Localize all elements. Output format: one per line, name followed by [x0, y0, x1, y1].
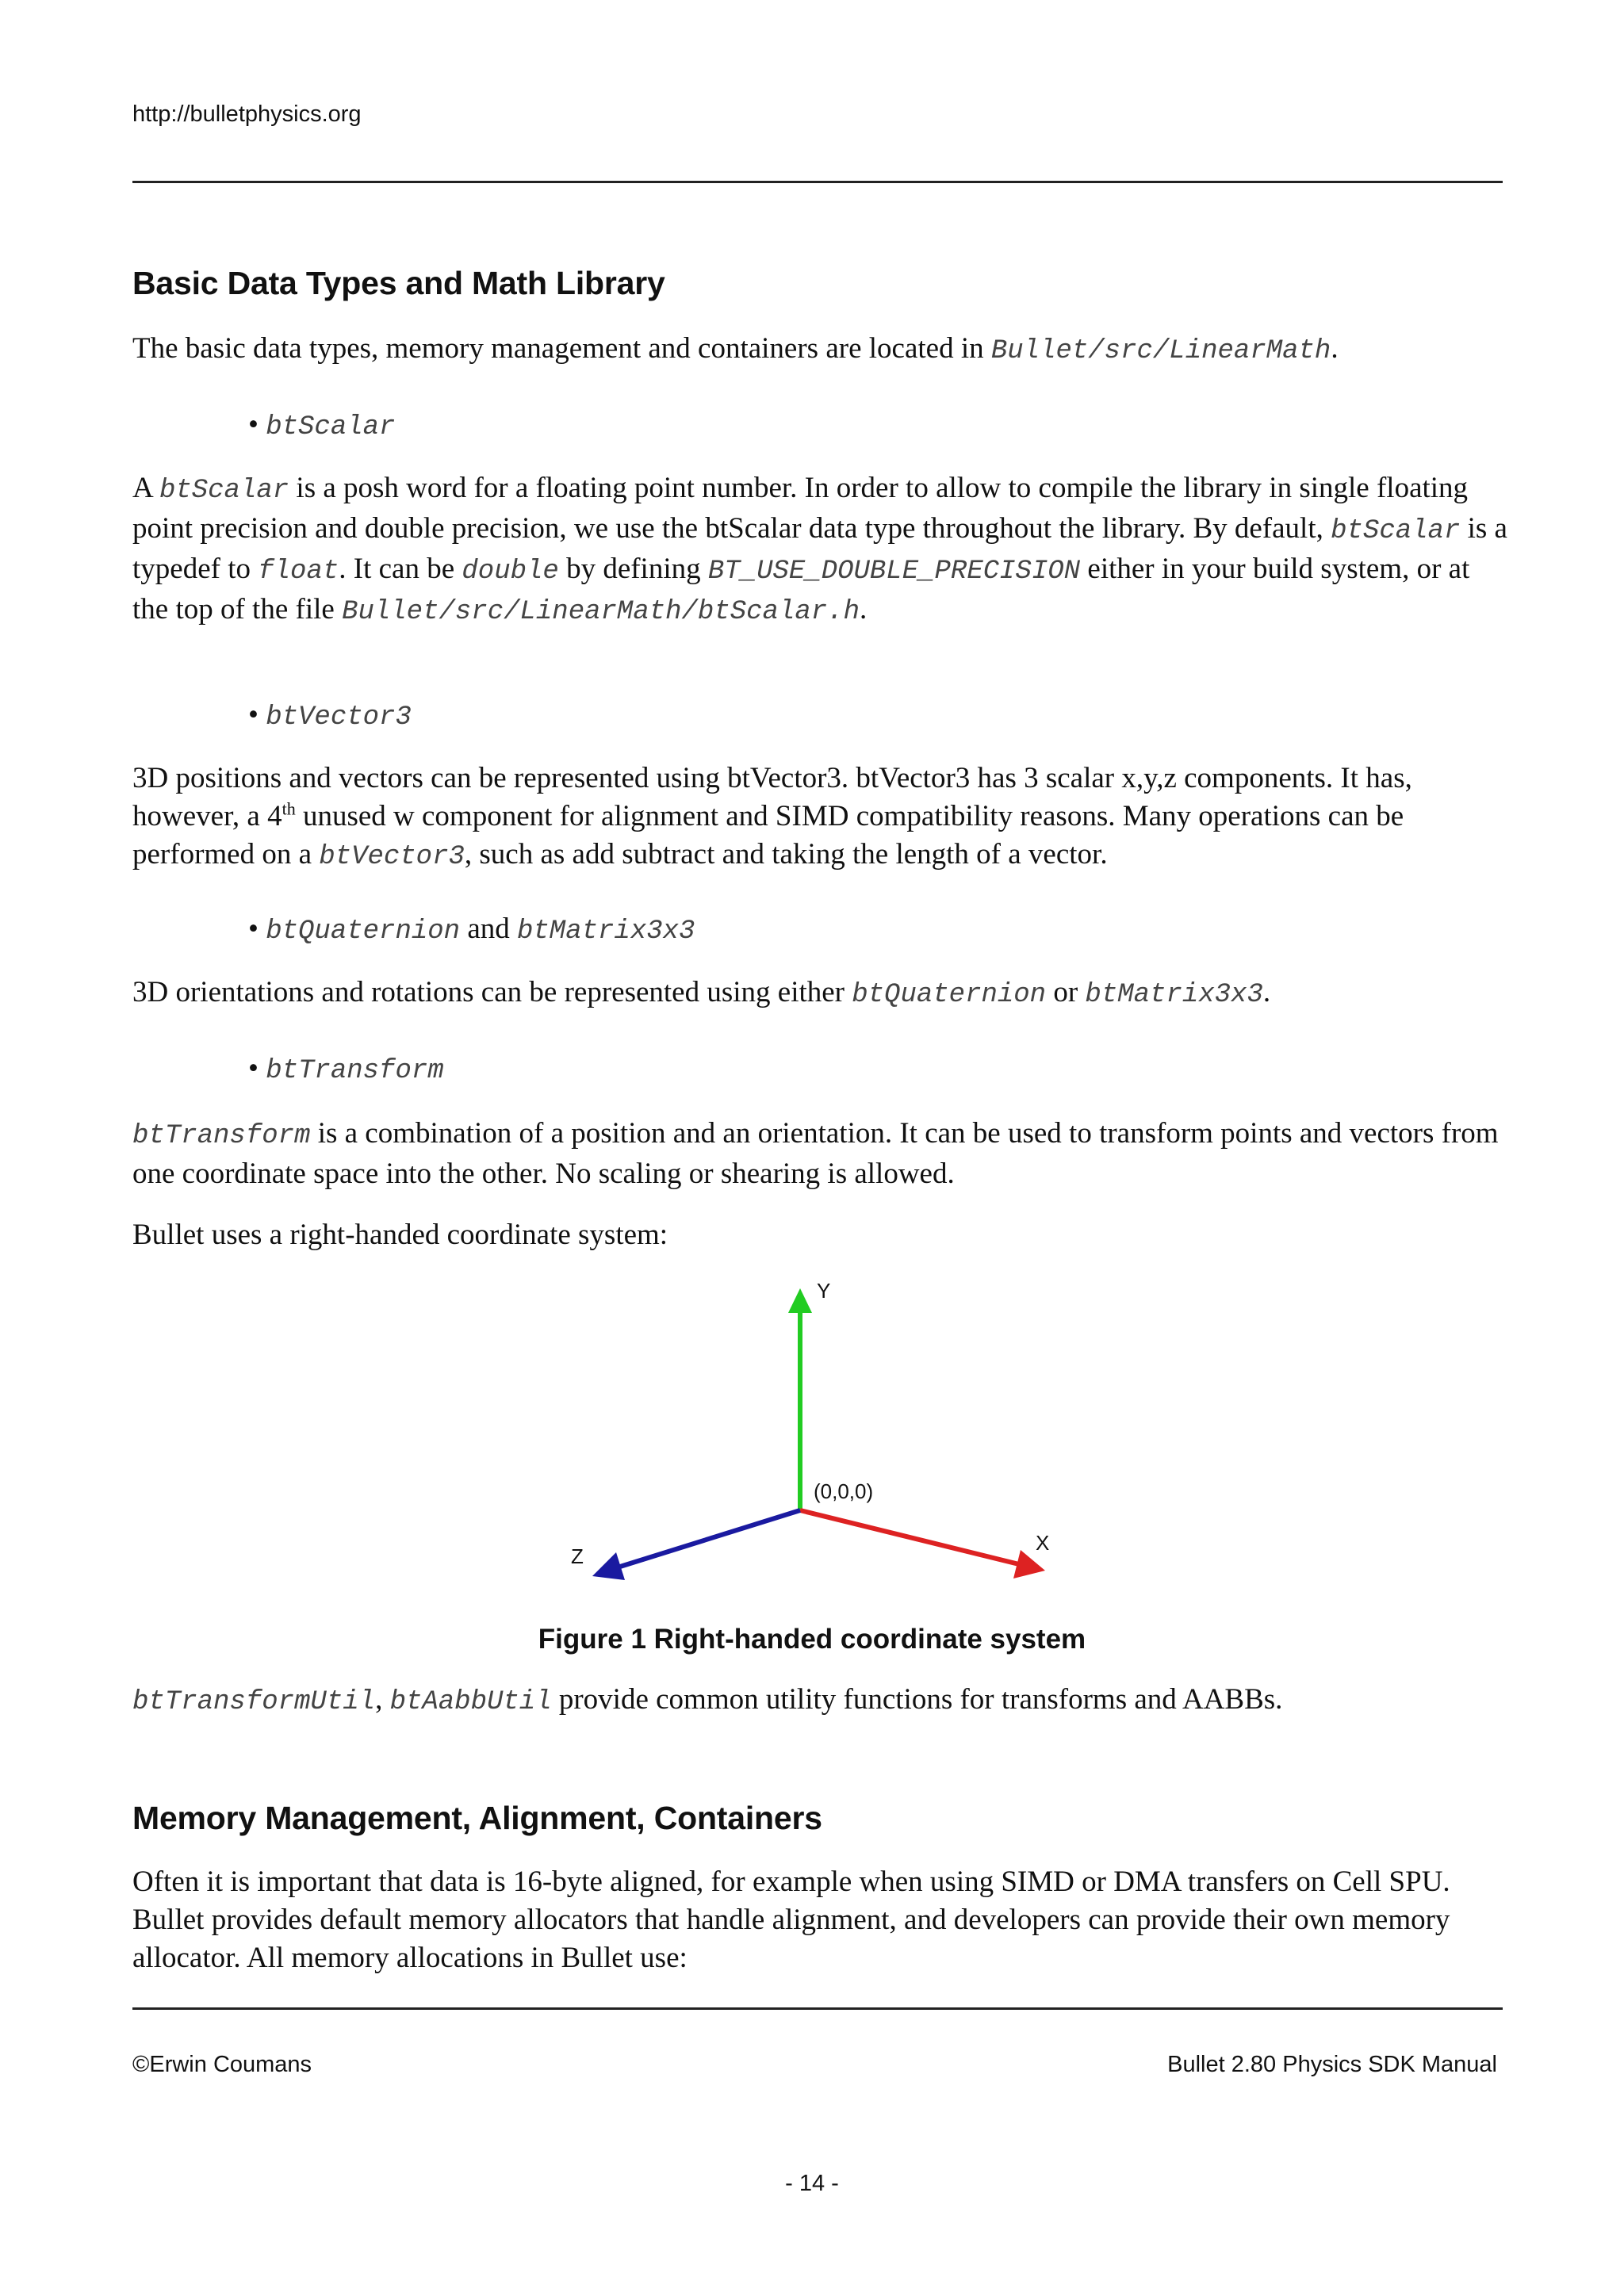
memory-paragraph: Often it is important that data is 16-byte aligned, for example when using SIMD or DMA transfers on Cell SPU. Bullet provides default memory allocators that handle alignment, and developers can provide their own memory allocator. All memory allocations in Bullet use:	[132, 1866, 1450, 1974]
util-paragraph: btTransformUtil, btAabbUtil provide common utility functions for transforms and AABBs.	[132, 1683, 1283, 1717]
z-axis-arrowhead	[592, 1552, 625, 1580]
bullet-btscalar: • btScalar	[248, 408, 396, 442]
x-axis-line	[800, 1510, 1019, 1564]
z-axis-label: Z	[571, 1544, 584, 1568]
bullet-btquaternion-btmatrix3x3: • btQuaternion and btMatrix3x3	[248, 913, 695, 947]
z-axis-line	[620, 1510, 800, 1567]
footer-author: ©Erwin Coumans	[132, 2052, 312, 2077]
figure-caption: Figure 1 Right-handed coordinate system	[538, 1624, 1086, 1655]
y-axis-arrowhead	[788, 1288, 812, 1313]
page-number: - 14 -	[785, 2171, 839, 2196]
y-axis-label: Y	[817, 1279, 831, 1303]
section-heading-basic-data-types: Basic Data Types and Math Library	[132, 265, 665, 301]
btscalar-paragraph: A btScalar is a posh word for a floating point number. In order to allow to compile the library in single floating point precision and double precision, we use the btScalar data type throughout the library. By default, btScalar is a typedef to float. It can be double by defining BT_USE_DOUBLE_PRECISION either in your build system, or at the top of the file Bullet/src/LinearMath/btScalar.h.	[132, 472, 1507, 627]
origin-label: (0,0,0)	[814, 1479, 874, 1503]
bullet-btvector3: • btVector3	[248, 698, 412, 733]
footer-divider	[132, 2007, 1503, 2010]
footer-manual-title: Bullet 2.80 Physics SDK Manual	[1167, 2052, 1497, 2077]
coordinate-system-intro: Bullet uses a right-handed coordinate system:	[132, 1219, 668, 1251]
bullet-bttransform: • btTransform	[248, 1052, 444, 1086]
section-heading-memory-management: Memory Management, Alignment, Containers	[132, 1800, 822, 1836]
header-url: http://bulletphysics.org	[132, 101, 362, 127]
btvector3-paragraph: 3D positions and vectors can be represented using btVector3. btVector3 has 3 scalar x,y,z components. It has, however, a 4th unused w component for alignment and SIMD compatibility reasons. Many operations can be performed on a btVector3, such as add subtract and taking the length of a vector.	[132, 762, 1412, 872]
intro-paragraph: The basic data types, memory management and containers are located in Bullet/src/LinearMath.	[132, 332, 1339, 366]
bttransform-paragraph: btTransform is a combination of a position and an orientation. It can be used to transform points and vectors from one coordinate space into the other. No scaling or shearing is allowed.	[132, 1117, 1499, 1190]
orientation-paragraph: 3D orientations and rotations can be represented using either btQuaternion or btMatrix3x3.	[132, 976, 1271, 1010]
x-axis-label: X	[1036, 1531, 1050, 1555]
